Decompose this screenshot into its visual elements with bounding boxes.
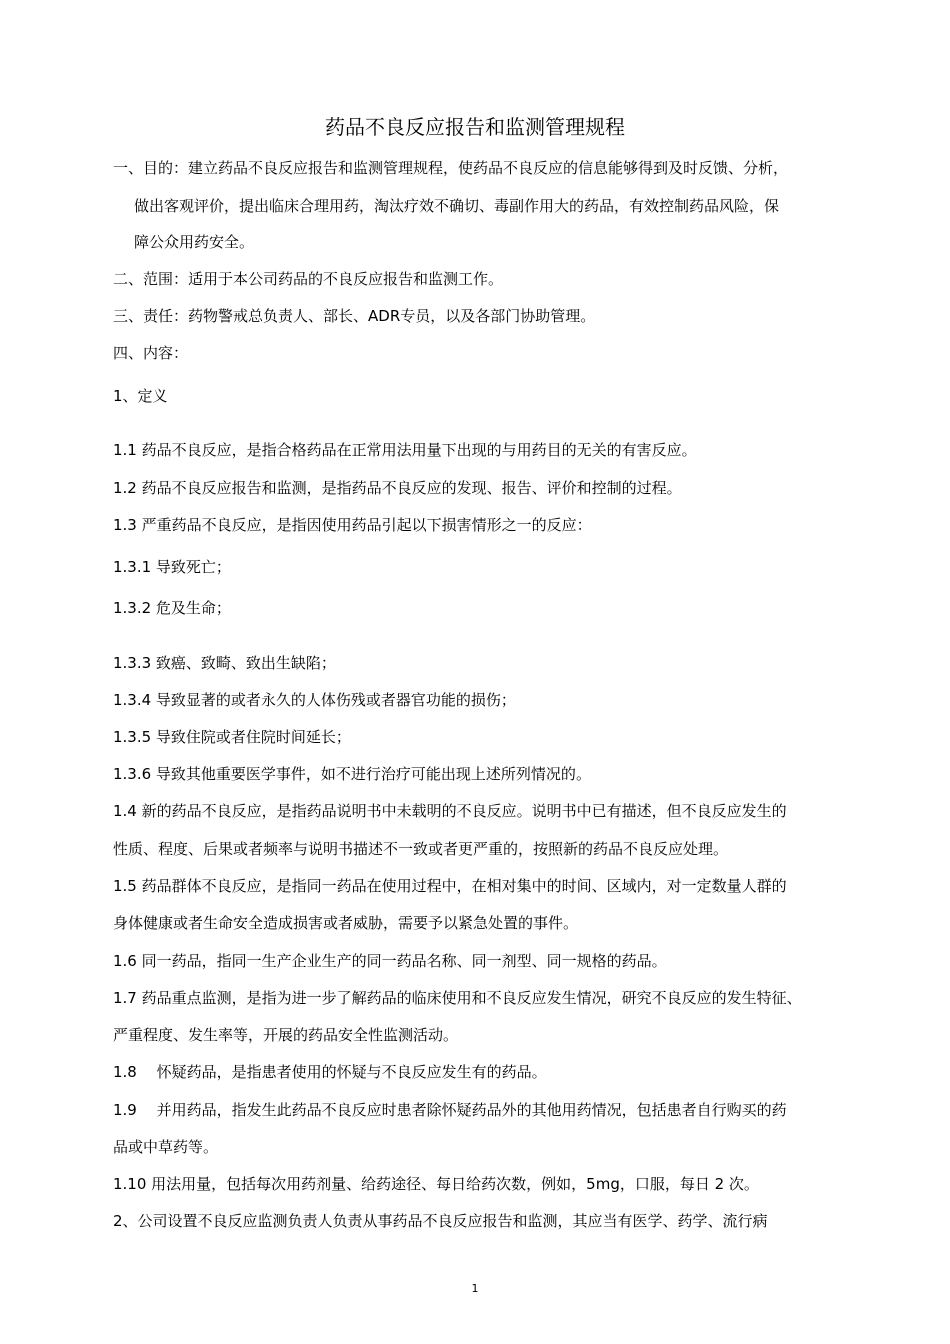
definition-heading: 1、定义 bbox=[113, 387, 168, 405]
definition-1-3-1: 1.3.1 导致死亡； bbox=[113, 558, 231, 576]
scope-line: 二、范围：适用于本公司药品的不良反应报告和监测工作。 bbox=[113, 270, 504, 288]
purpose-line-1: 一、目的：建立药品不良反应报告和监测管理规程，使药品不良反应的信息能够得到及时反馈、分析， bbox=[113, 159, 789, 177]
definition-1-7-line-2: 严重程度、发生率等，开展的药品安全性监测活动。 bbox=[113, 1026, 459, 1044]
definition-1-3-4: 1.3.4 导致显著的或者永久的人体伤残或者器官功能的损伤； bbox=[113, 691, 516, 709]
purpose-line-3: 障公众用药安全。 bbox=[134, 233, 255, 251]
responsibility-line: 三、责任：药物警戒总负责人、部长、ADR专员，以及各部门协助管理。 bbox=[113, 307, 596, 325]
definition-1-6: 1.6 同一药品，指同一生产企业生产的同一药品名称、同一剂型、同一规格的药品。 bbox=[113, 952, 667, 970]
definition-1-3: 1.3 严重药品不良反应，是指因使用药品引起以下损害情形之一的反应： bbox=[113, 516, 592, 534]
definition-1-3-6: 1.3.6 导致其他重要医学事件，如不进行治疗可能出现上述所列情况的。 bbox=[113, 765, 591, 783]
section-2-line-1: 2、公司设置不良反应监测负责人负责从事药品不良反应报告和监测，其应当有医学、药学、流行病 bbox=[113, 1212, 768, 1230]
definition-1-7-line-1: 1.7 药品重点监测，是指为进一步了解药品的临床使用和不良反应发生情况，研究不良反应的发生特征、 bbox=[113, 989, 802, 1007]
document-title: 药品不良反应报告和监测管理规程 bbox=[325, 115, 625, 139]
definition-1-3-3: 1.3.3 致癌、致畸、致出生缺陷； bbox=[113, 654, 336, 672]
definition-1-4-line-2: 性质、程度、后果或者频率与说明书描述不一致或者更严重的，按照新的药品不良反应处理。 bbox=[113, 840, 729, 858]
definition-1-4-line-1: 1.4 新的药品不良反应，是指药品说明书中未载明的不良反应。说明书中已有描述，但不良反应发生的 bbox=[113, 802, 787, 820]
definition-1-10: 1.10 用法用量，包括每次用药剂量、给药途径、每日给药次数，例如，5mg，口服，每日 2 次。 bbox=[113, 1175, 759, 1193]
content-heading: 四、内容： bbox=[113, 344, 189, 362]
definition-1-8: 1.8 怀疑药品，是指患者使用的怀疑与不良反应发生有的药品。 bbox=[113, 1063, 547, 1081]
definition-1-9-line-1: 1.9 并用药品，指发生此药品不良反应时患者除怀疑药品外的其他用药情况，包括患者自行购买的药 bbox=[113, 1101, 787, 1119]
definition-1-2: 1.2 药品不良反应报告和监测，是指药品不良反应的发现、报告、评价和控制的过程。 bbox=[113, 479, 682, 497]
definition-1-9-line-2: 品或中草药等。 bbox=[113, 1138, 219, 1156]
definition-1-5-line-2: 身体健康或者生命安全造成损害或者威胁，需要予以紧急处置的事件。 bbox=[113, 914, 579, 932]
definition-1-3-2: 1.3.2 危及生命； bbox=[113, 599, 231, 617]
definition-1-5-line-1: 1.5 药品群体不良反应，是指同一药品在使用过程中，在相对集中的时间、区域内，对一定数量人群的 bbox=[113, 877, 787, 895]
page-number: 1 bbox=[471, 1282, 479, 1295]
definition-1-1: 1.1 药品不良反应，是指合格药品在正常用法用量下出现的与用药目的无关的有害反应。 bbox=[113, 441, 697, 459]
definition-1-3-5: 1.3.5 导致住院或者住院时间延长； bbox=[113, 728, 351, 746]
purpose-line-2: 做出客观评价，提出临床合理用药，淘汰疗效不确切、毒副作用大的药品，有效控制药品风险，保 bbox=[134, 197, 780, 215]
